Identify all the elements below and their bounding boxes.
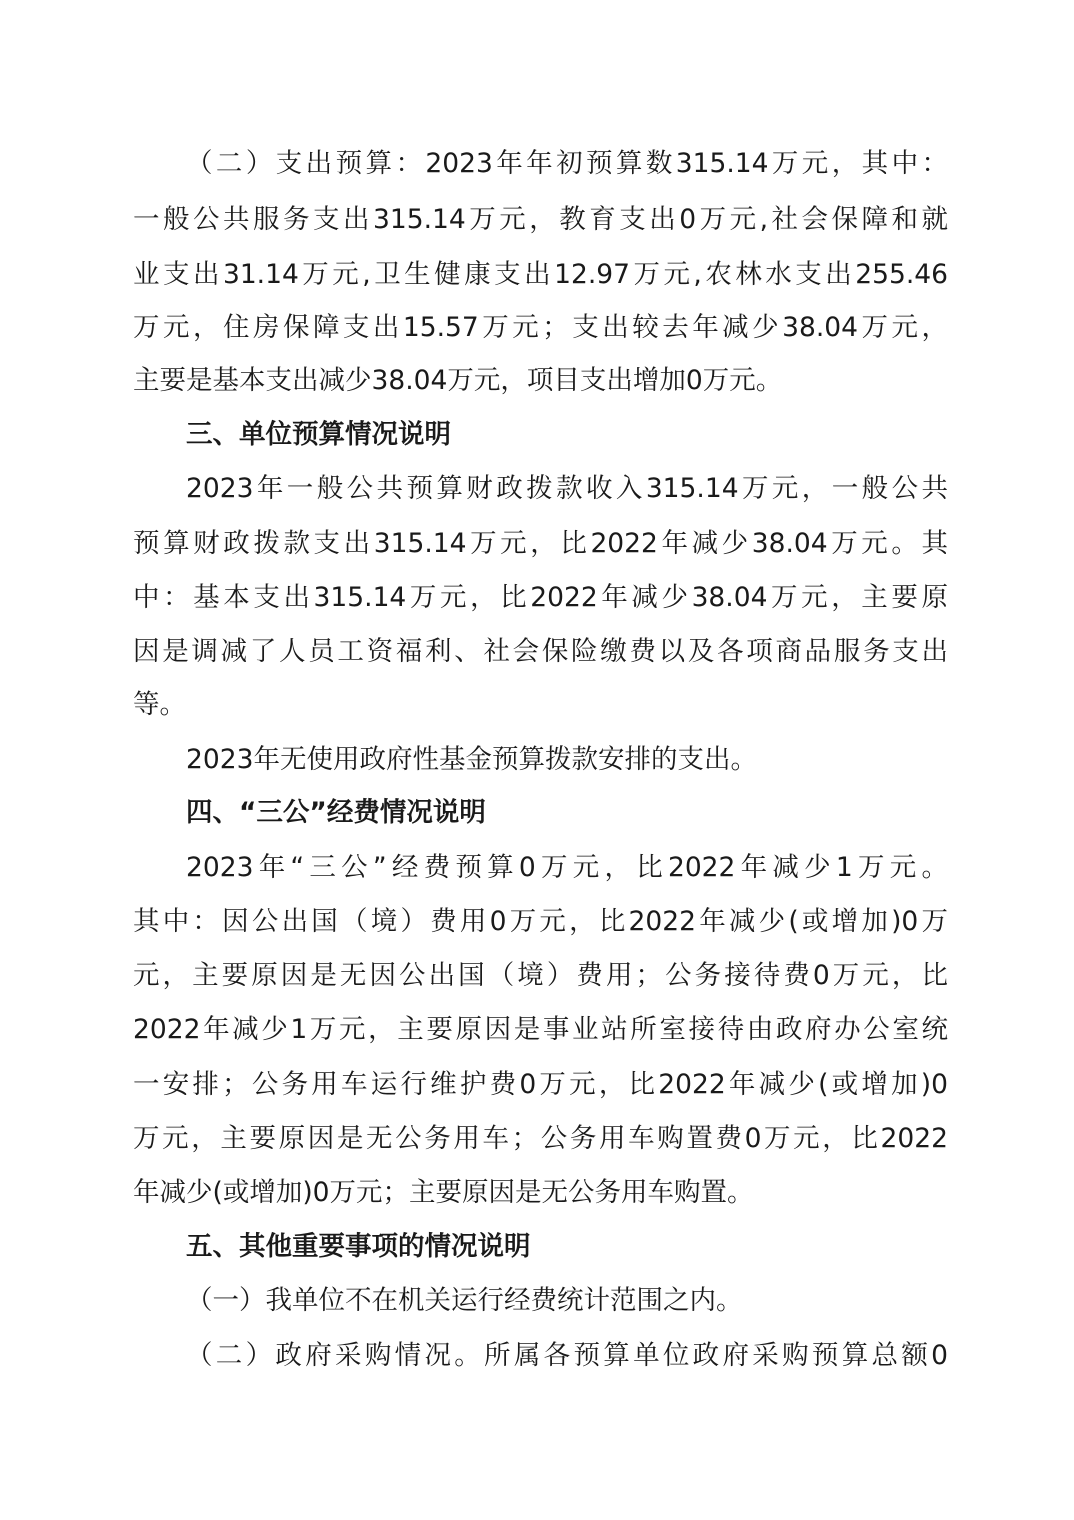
expenditure-line-5: 主要是基本支出减少38.04万元，项目支出增加0万元。 (133, 365, 783, 396)
unit-budget-line-2: 预算财政拨款支出315.14万元，比2022年减少38.04万元。其 (133, 528, 948, 559)
other-matters-line-1: （一）我单位不在机关运行经费统计范围之内。 (186, 1285, 743, 1316)
government-fund-paragraph: 2023年无使用政府性基金预算拨款安排的支出。 (186, 744, 757, 775)
three-public-line-5: 一安排；公务用车运行维护费0万元，比2022年减少(或增加)0 (133, 1069, 948, 1100)
expenditure-line-2: 一般公共服务支出315.14万元，教育支出0万元,社会保障和就 (133, 204, 948, 235)
expenditure-line-3: 业支出31.14万元,卫生健康支出12.97万元,农林水支出255.46 (133, 259, 948, 290)
section-heading-other-matters: 五、其他重要事项的情况说明 (186, 1231, 531, 1262)
three-public-line-2: 其中：因公出国（境）费用0万元，比2022年减少(或增加)0万 (133, 906, 948, 937)
three-public-line-1: 2023年“三公”经费预算0万元，比2022年减少1万元。 (186, 852, 948, 883)
unit-budget-line-5: 等。 (133, 689, 186, 720)
other-matters-line-2: （二）政府采购情况。所属各预算单位政府采购预算总额0 (186, 1340, 948, 1371)
section-heading-three-public: 四、“三公”经费情况说明 (186, 797, 486, 828)
expenditure-line-4: 万元，住房保障支出15.57万元；支出较去年减少38.04万元， (133, 312, 948, 343)
expenditure-line-1: （二）支出预算：2023年年初预算数315.14万元，其中： (186, 148, 948, 179)
unit-budget-line-1: 2023年一般公共预算财政拨款收入315.14万元，一般公共 (186, 473, 948, 504)
three-public-line-7: 年减少(或增加)0万元；主要原因是无公务用车购置。 (133, 1177, 754, 1208)
unit-budget-line-3: 中：基本支出315.14万元，比2022年减少38.04万元，主要原 (133, 582, 948, 613)
unit-budget-line-4: 因是调减了人员工资福利、社会保险缴费以及各项商品服务支出 (133, 636, 948, 667)
three-public-line-6: 万元，主要原因是无公务用车；公务用车购置费0万元，比2022 (133, 1123, 948, 1154)
three-public-line-3: 元，主要原因是无因公出国（境）费用；公务接待费0万元，比 (133, 960, 948, 991)
three-public-line-4: 2022年减少1万元，主要原因是事业站所室接待由政府办公室统 (133, 1014, 948, 1045)
section-heading-unit-budget: 三、单位预算情况说明 (186, 419, 451, 450)
